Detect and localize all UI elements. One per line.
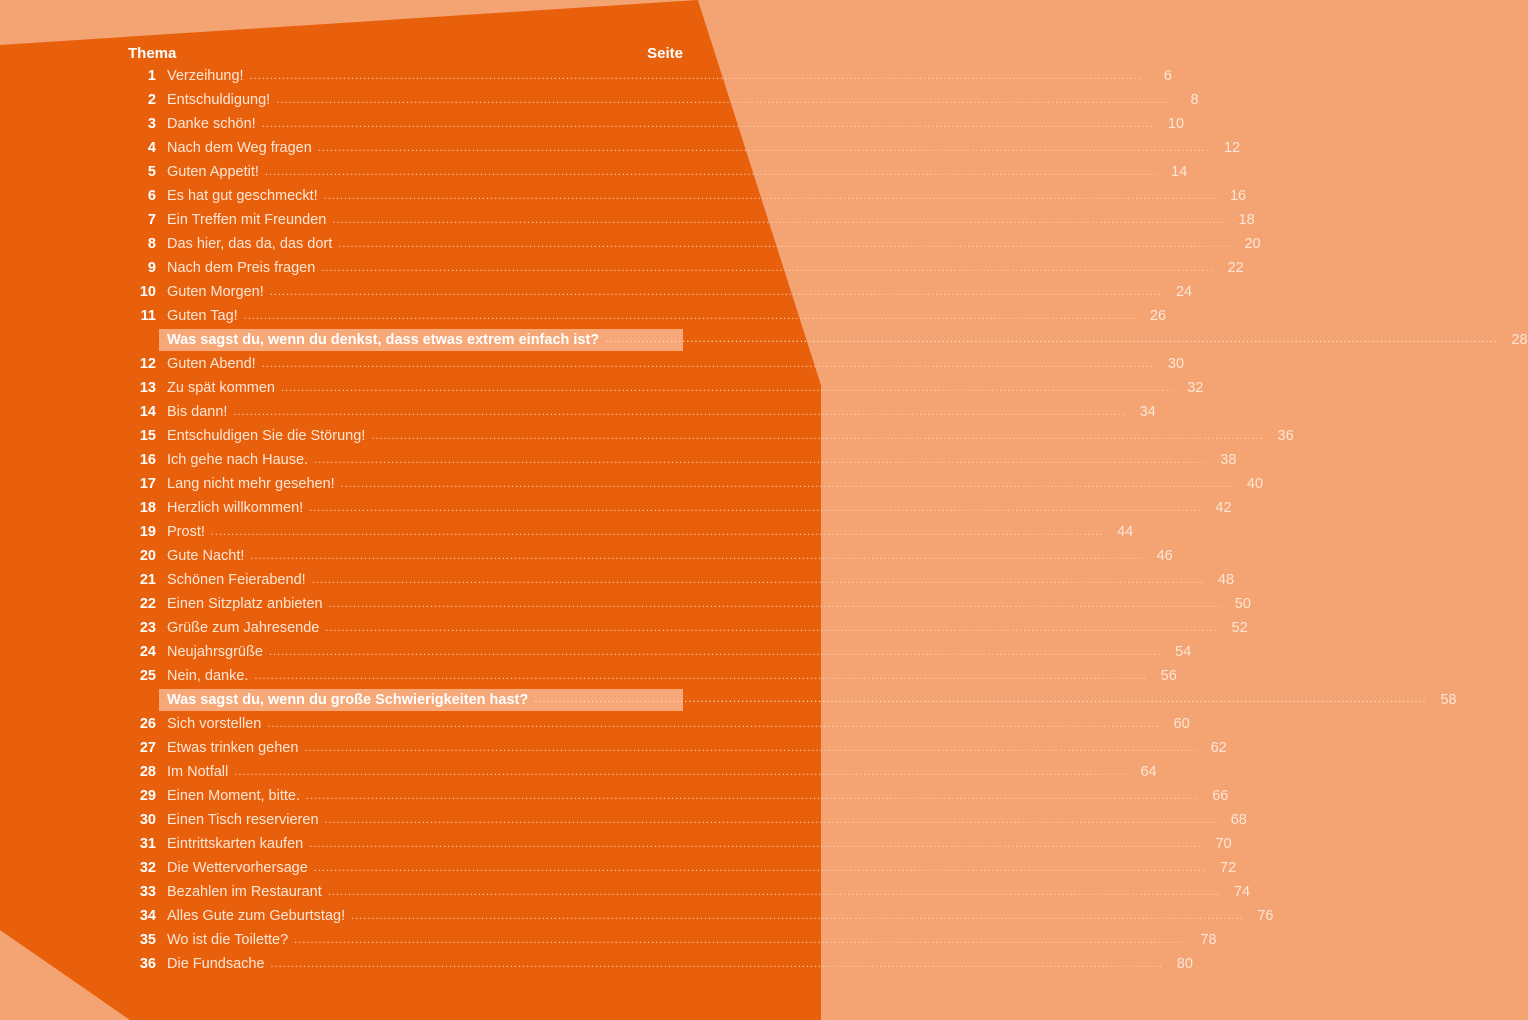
toc-row-page: 68: [1230, 812, 1247, 828]
toc-row-page: 26: [1149, 308, 1167, 324]
toc-row[interactable]: [128, 760, 1157, 784]
toc-row[interactable]: [128, 904, 1274, 928]
toc-row-page: 38: [1220, 452, 1237, 468]
toc-row-title: Im Notfall: [167, 764, 229, 780]
toc-row-number: 15: [139, 428, 156, 444]
toc-row-page: 44: [1117, 524, 1134, 540]
toc-row-number: 13: [139, 380, 156, 396]
toc-row-page: 20: [1244, 236, 1261, 252]
toc-row-title: Einen Tisch reservieren: [167, 812, 319, 828]
toc-row-page: 28: [1511, 332, 1528, 348]
toc-row-page: 66: [1212, 788, 1229, 804]
toc-row-title: Lang nicht mehr gesehen!: [167, 476, 335, 492]
toc-leader-dots: ............................................................................................................................................................................................................................: [306, 790, 1199, 802]
toc-row-title: Guten Appetit!: [167, 164, 259, 180]
toc-row-number: 22: [139, 596, 156, 612]
toc-row-title: Guten Morgen!: [167, 284, 264, 300]
toc-row-number: 36: [139, 956, 156, 972]
table-of-contents: [128, 42, 1528, 976]
toc-row-title: Guten Abend!: [167, 356, 256, 372]
toc-row-page: 42: [1215, 500, 1232, 516]
toc-row-title: Bezahlen im Restaurant: [167, 884, 322, 900]
toc-row-number: 11: [140, 308, 156, 324]
toc-row[interactable]: [128, 808, 1247, 832]
toc-row[interactable]: [128, 712, 1190, 736]
toc-header: [128, 42, 683, 64]
toc-row[interactable]: [128, 664, 1177, 688]
toc-row-number: 34: [139, 908, 156, 924]
toc-row-title: Nein, danke.: [167, 668, 249, 684]
toc-row-number: 23: [139, 620, 156, 636]
toc-row-number: 16: [139, 452, 156, 468]
toc-leader-dots: ............................................................................................................................................................................................................................: [267, 718, 1160, 730]
toc-row-page: 60: [1173, 716, 1190, 732]
toc-row-number: 3: [147, 116, 156, 132]
toc-leader-dots: ............................................................................................................................................................................................................................: [317, 142, 1211, 154]
toc-row-number: 8: [147, 236, 156, 252]
toc-row[interactable]: [128, 304, 1167, 328]
toc-row-page: 18: [1238, 212, 1255, 228]
toc-row-title: Einen Moment, bitte.: [167, 788, 300, 804]
toc-leader-dots: ............................................................................................................................................................................................................................: [261, 118, 1155, 130]
toc-row-number: 20: [139, 548, 156, 564]
toc-row-number: 31: [139, 836, 156, 852]
toc-row[interactable]: [128, 616, 1248, 640]
toc-row-page: 80: [1176, 956, 1193, 972]
toc-leader-dots: ............................................................................................................................................................................................................................: [534, 693, 1427, 705]
toc-row[interactable]: [128, 424, 1294, 448]
toc-row-page: 56: [1160, 668, 1177, 684]
toc-leader-dots: ............................................................................................................................................................................................................................: [210, 526, 1104, 538]
toc-leader-dots: ............................................................................................................................................................................................................................: [234, 766, 1127, 778]
toc-row-number: 1: [147, 68, 156, 84]
toc-leader-dots: ............................................................................................................................................................................................................................: [270, 958, 1163, 970]
toc-row-title: Schönen Feierabend!: [167, 572, 306, 588]
toc-row-page: 34: [1139, 404, 1156, 420]
toc-leader-dots: ............................................................................................................................................................................................................................: [605, 333, 1498, 345]
toc-leader-dots: ............................................................................................................................................................................................................................: [338, 238, 1231, 250]
toc-row[interactable]: [128, 232, 1261, 256]
toc-row-number: 32: [139, 860, 156, 876]
toc-row-title: Die Fundsache: [167, 956, 265, 972]
toc-leader-dots: ............................................................................................................................................................................................................................: [309, 838, 1202, 850]
toc-row-page: 54: [1175, 644, 1192, 660]
toc-row-page: 14: [1171, 164, 1188, 180]
toc-leader-dots: ............................................................................................................................................................................................................................: [261, 358, 1155, 370]
toc-row[interactable]: [128, 136, 1241, 160]
toc-row-title: Nach dem Preis fragen: [167, 260, 316, 276]
toc-leader-dots: ............................................................................................................................................................................................................................: [264, 166, 1158, 178]
toc-row-page: 8: [1190, 92, 1199, 108]
toc-leader-dots: ............................................................................................................................................................................................................................: [250, 550, 1143, 562]
toc-row-page: 64: [1140, 764, 1157, 780]
toc-row-title: Guten Tag!: [167, 308, 238, 324]
toc-row-number: 26: [139, 716, 156, 732]
toc-row[interactable]: [128, 160, 1188, 184]
toc-row-page: 70: [1215, 836, 1232, 852]
toc-section-row[interactable]: [159, 689, 1457, 711]
toc-row-number: 33: [139, 884, 156, 900]
toc-leader-dots: ............................................................................................................................................................................................................................: [328, 598, 1221, 610]
toc-row-number: 35: [139, 932, 156, 948]
toc-row-page: 6: [1163, 68, 1172, 84]
toc-leader-dots: ............................................................................................................................................................................................................................: [351, 910, 1244, 922]
toc-row-title: Grüße zum Jahresende: [167, 620, 320, 636]
toc-row-page: 16: [1229, 188, 1247, 204]
toc-row-number: 14: [139, 404, 156, 420]
toc-section-row[interactable]: [159, 329, 1528, 351]
toc-row[interactable]: [128, 400, 1156, 424]
toc-row-page: 22: [1227, 260, 1244, 276]
toc-row-number: 21: [139, 572, 156, 588]
toc-leader-dots: ............................................................................................................................................................................................................................: [249, 70, 1142, 82]
header-page-label: Seite: [647, 44, 683, 62]
toc-row[interactable]: [128, 184, 1247, 208]
toc-row-title: Alles Gute zum Geburtstag!: [167, 908, 346, 924]
toc-row[interactable]: [128, 280, 1193, 304]
toc-row[interactable]: [128, 568, 1235, 592]
toc-row-page: 30: [1167, 356, 1185, 372]
toc-row-number: 25: [139, 668, 156, 684]
toc-row-title: Was sagst du, wenn du denkst, dass etwas extrem einfach ist?: [167, 332, 600, 348]
toc-row-title: Gute Nacht!: [167, 548, 245, 564]
toc-row-number: 28: [139, 764, 156, 780]
toc-row[interactable]: [128, 64, 1172, 88]
toc-row[interactable]: [128, 640, 1192, 664]
header-topic-label: Thema: [128, 44, 177, 62]
toc-row-page: 36: [1277, 428, 1294, 444]
toc-row-number: 6: [147, 188, 156, 204]
toc-row-page: 78: [1200, 932, 1217, 948]
toc-row-title: Sich vorstellen: [167, 716, 262, 732]
toc-leader-dots: ............................................................................................................................................................................................................................: [268, 646, 1162, 658]
toc-leader-dots: ............................................................................................................................................................................................................................: [243, 310, 1137, 322]
toc-row[interactable]: [128, 352, 1185, 376]
toc-row[interactable]: [128, 256, 1244, 280]
toc-row-title: Prost!: [167, 524, 205, 540]
toc-leader-dots: ............................................................................................................................................................................................................................: [327, 886, 1221, 898]
toc-row[interactable]: [128, 736, 1227, 760]
toc-row-title: Ein Treffen mit Freunden: [167, 212, 327, 228]
toc-row[interactable]: [128, 112, 1185, 136]
toc-leader-dots: ............................................................................................................................................................................................................................: [276, 94, 1169, 106]
toc-row-title: Was sagst du, wenn du große Schwierigkeiten hast?: [167, 692, 529, 708]
toc-row-title: Nach dem Weg fragen: [167, 140, 312, 156]
toc-leader-dots: ............................................................................................................................................................................................................................: [371, 430, 1264, 442]
toc-rows: [128, 64, 1528, 976]
toc-row-page: 52: [1231, 620, 1248, 636]
toc-leader-dots: ............................................................................................................................................................................................................................: [332, 214, 1225, 226]
toc-row-title: Bis dann!: [167, 404, 228, 420]
toc-row[interactable]: [128, 448, 1237, 472]
toc-row-title: Etwas trinken gehen: [167, 740, 299, 756]
toc-leader-dots: ............................................................................................................................................................................................................................: [314, 454, 1207, 466]
toc-row-title: Verzeihung!: [167, 68, 244, 84]
toc-row-number: 4: [147, 140, 156, 156]
toc-leader-dots: ............................................................................................................................................................................................................................: [309, 502, 1202, 514]
toc-row[interactable]: [128, 592, 1251, 616]
toc-leader-dots: ............................................................................................................................................................................................................................: [281, 382, 1174, 394]
toc-row-title: Einen Sitzplatz anbieten: [167, 596, 323, 612]
toc-leader-dots: ............................................................................................................................................................................................................................: [311, 574, 1205, 586]
toc-row[interactable]: [128, 784, 1229, 808]
toc-row[interactable]: [128, 88, 1199, 112]
toc-row-title: Neujahrsgrüße: [167, 644, 263, 660]
toc-row-page: 76: [1257, 908, 1274, 924]
toc-row-title: Das hier, das da, das dort: [167, 236, 333, 252]
toc-row-number: 27: [139, 740, 156, 756]
toc-row[interactable]: [128, 208, 1255, 232]
toc-leader-dots: ............................................................................................................................................................................................................................: [233, 406, 1126, 418]
toc-row-number: 30: [139, 812, 156, 828]
toc-row-page: 40: [1246, 476, 1264, 492]
toc-leader-dots: ............................................................................................................................................................................................................................: [269, 286, 1163, 298]
toc-row-page: 24: [1175, 284, 1193, 300]
toc-row-title: Ich gehe nach Hause.: [167, 452, 309, 468]
toc-row-title: Danke schön!: [167, 116, 256, 132]
toc-leader-dots: ............................................................................................................................................................................................................................: [313, 862, 1207, 874]
toc-row-page: 10: [1167, 116, 1185, 132]
toc-row-page: 74: [1233, 884, 1251, 900]
toc-row-number: 10: [139, 284, 156, 300]
toc-row-title: Zu spät kommen: [167, 380, 275, 396]
toc-row-title: Die Wettervorhersage: [167, 860, 308, 876]
toc-row-title: Es hat gut geschmeckt!: [167, 188, 318, 204]
toc-row-page: 46: [1156, 548, 1173, 564]
toc-row-page: 58: [1440, 692, 1457, 708]
toc-row-number: 18: [139, 500, 156, 516]
toc-row-number: 5: [147, 164, 156, 180]
toc-row-number: 24: [139, 644, 156, 660]
toc-row[interactable]: [128, 880, 1251, 904]
toc-leader-dots: ............................................................................................................................................................................................................................: [321, 262, 1214, 274]
toc-leader-dots: ............................................................................................................................................................................................................................: [324, 814, 1217, 826]
toc-leader-dots: ............................................................................................................................................................................................................................: [254, 670, 1147, 682]
toc-row-title: Entschuldigen Sie die Störung!: [167, 428, 366, 444]
toc-row-title: Herzlich willkommen!: [167, 500, 304, 516]
toc-row-number: 19: [139, 524, 156, 540]
toc-row-title: Eintrittskarten kaufen: [167, 836, 304, 852]
toc-row-number: 12: [139, 356, 156, 372]
toc-row[interactable]: [128, 928, 1217, 952]
toc-row-title: Wo ist die Toilette?: [167, 932, 289, 948]
toc-row-number: 17: [139, 476, 156, 492]
toc-leader-dots: ............................................................................................................................................................................................................................: [340, 478, 1234, 490]
toc-row-number: 7: [147, 212, 156, 228]
toc-row-number: 2: [147, 92, 156, 108]
toc-leader-dots: ............................................................................................................................................................................................................................: [304, 742, 1197, 754]
toc-row-number: 9: [147, 260, 156, 276]
toc-row-page: 62: [1210, 740, 1227, 756]
toc-row[interactable]: [128, 496, 1232, 520]
toc-row[interactable]: [128, 952, 1193, 976]
toc-row[interactable]: [128, 376, 1204, 400]
toc-leader-dots: ............................................................................................................................................................................................................................: [294, 934, 1187, 946]
toc-row[interactable]: [128, 544, 1173, 568]
toc-row-number: 29: [139, 788, 156, 804]
toc-row-page: 48: [1217, 572, 1235, 588]
toc-row-title: Entschuldigung!: [167, 92, 271, 108]
toc-leader-dots: ............................................................................................................................................................................................................................: [325, 622, 1218, 634]
toc-row-page: 72: [1220, 860, 1237, 876]
toc-row[interactable]: [128, 520, 1134, 544]
toc-row-page: 32: [1187, 380, 1204, 396]
toc-leader-dots: ............................................................................................................................................................................................................................: [323, 190, 1217, 202]
toc-row-page: 12: [1224, 140, 1241, 156]
toc-row-page: 50: [1234, 596, 1251, 612]
toc-row[interactable]: [128, 832, 1232, 856]
toc-row[interactable]: [128, 472, 1264, 496]
toc-row[interactable]: [128, 856, 1237, 880]
